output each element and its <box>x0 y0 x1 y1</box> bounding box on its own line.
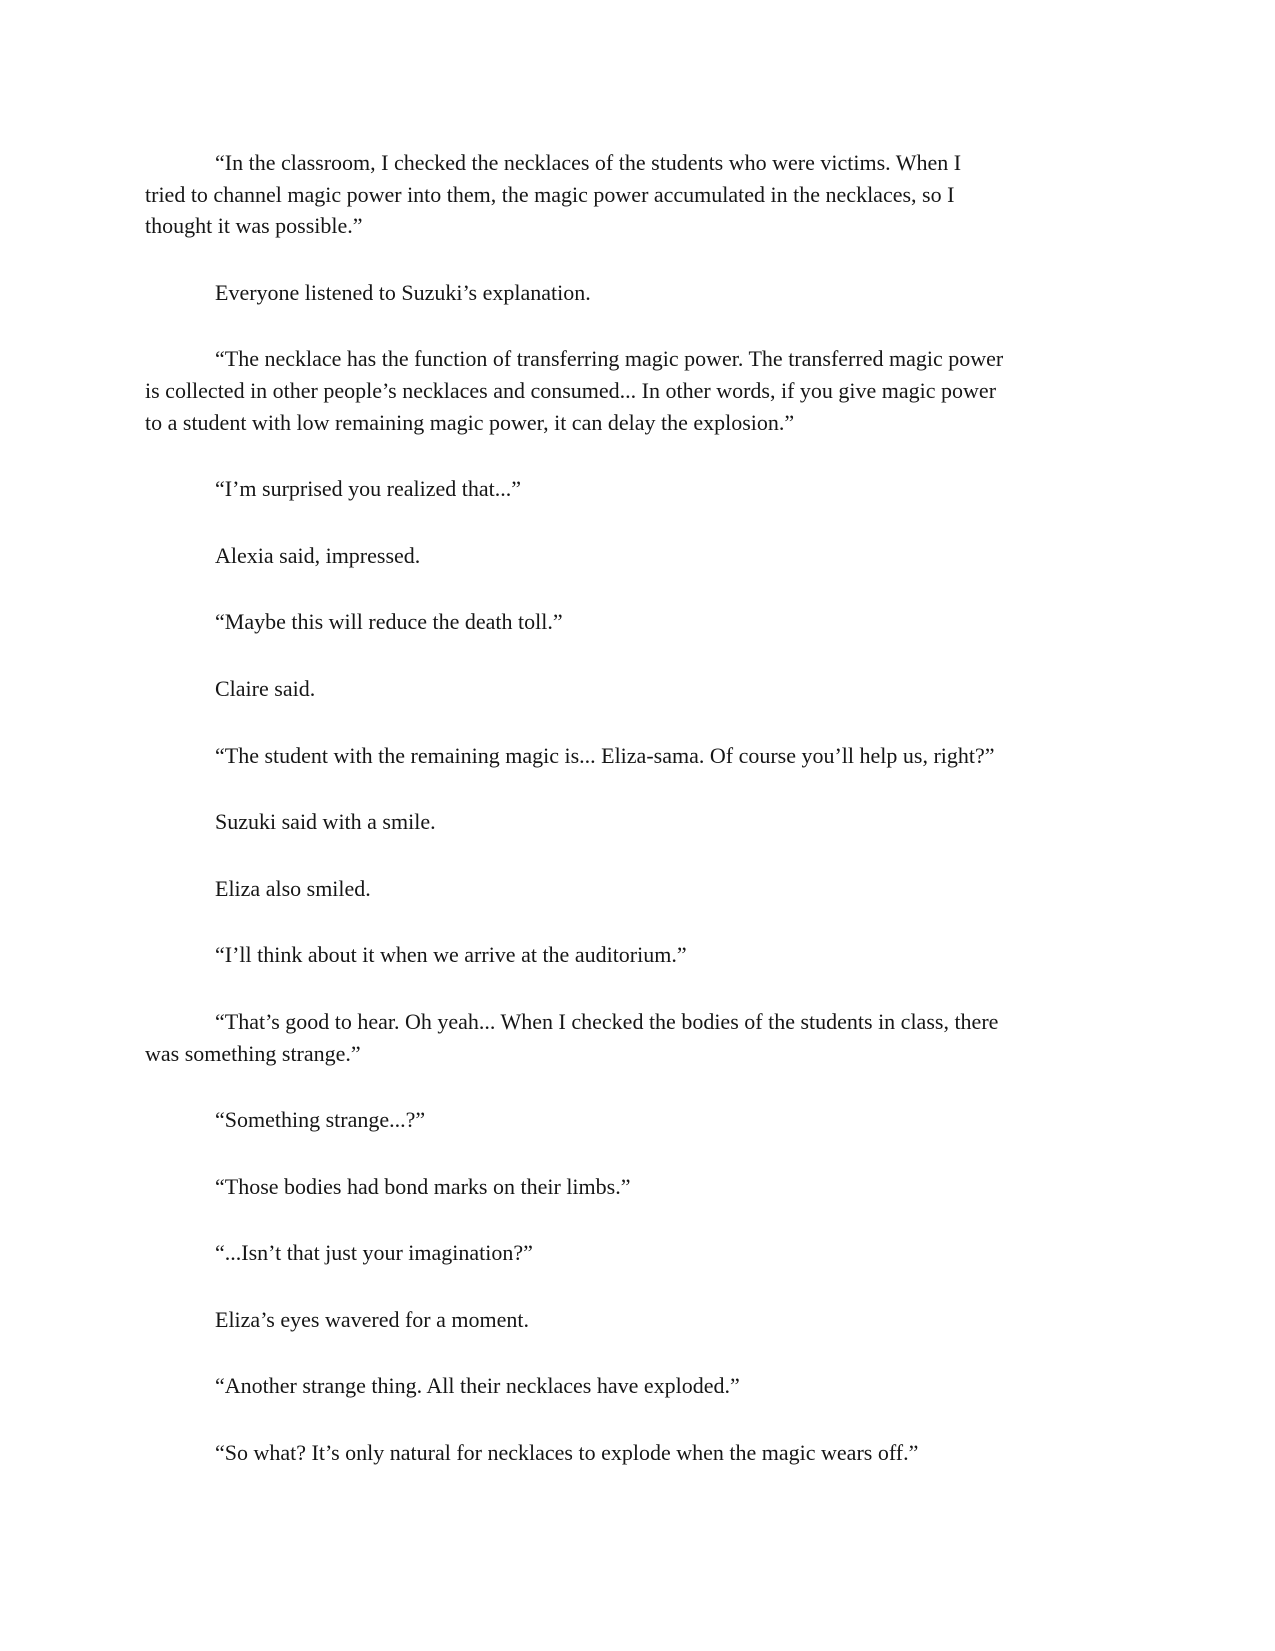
paragraph <box>145 806 1135 838</box>
paragraph <box>145 1171 1135 1203</box>
text-line: “The necklace has the function of transferring magic power. The transferred magic power <box>215 346 1004 372</box>
paragraph <box>145 1237 1135 1269</box>
text-line: to a student with low remaining magic power, it can delay the explosion.” <box>145 409 795 435</box>
paragraph <box>145 740 1135 772</box>
text-line: “I’m surprised you realized that...” <box>215 476 522 502</box>
text-line: “The student with the remaining magic is... Eliza-sama. Of course you’ll help us, right?” <box>215 742 995 768</box>
text-line: “That’s good to hear. Oh yeah... When I checked the bodies of the students in class, there <box>215 1008 999 1034</box>
text-line: “In the classroom, I checked the necklaces of the students who were victims. When I <box>215 150 962 175</box>
text-line: “So what? It’s only natural for necklaces to explode when the magic wears off.” <box>215 1440 919 1466</box>
paragraph <box>145 873 1135 905</box>
text-line: “...Isn’t that just your imagination?” <box>215 1240 533 1266</box>
text-line: is collected in other people’s necklaces and consumed... In other words, if you give magic power <box>145 377 997 403</box>
paragraph <box>145 1370 1135 1402</box>
paragraph <box>145 1006 1135 1069</box>
paragraph <box>145 673 1135 705</box>
text-line: Suzuki said with a smile. <box>215 809 436 835</box>
text-line: Eliza’s eyes wavered for a moment. <box>215 1306 529 1332</box>
text-line: Claire said. <box>215 675 316 701</box>
text-line: Alexia said, impressed. <box>215 542 421 568</box>
paragraph <box>145 1304 1135 1336</box>
paragraph <box>145 343 1135 438</box>
text-block <box>145 147 1135 1469</box>
text-line: thought it was possible.” <box>145 213 363 239</box>
paragraph <box>145 540 1135 572</box>
text-line: “Those bodies had bond marks on their limbs.” <box>215 1173 631 1199</box>
paragraph <box>145 939 1135 971</box>
text-line: was something strange.” <box>145 1040 361 1066</box>
text-line: “I’ll think about it when we arrive at the auditorium.” <box>215 942 687 968</box>
text-line: Everyone listened to Suzuki’s explanation. <box>215 279 591 305</box>
paragraph <box>145 606 1135 638</box>
paragraph <box>145 277 1135 309</box>
text-line: “Something strange...?” <box>215 1107 426 1133</box>
text-line: tried to channel magic power into them, the magic power accumulated in the necklaces, so I <box>145 181 955 207</box>
text-line: Eliza also smiled. <box>215 875 371 901</box>
paragraph <box>145 1104 1135 1136</box>
paragraph <box>145 1437 1135 1469</box>
paragraph <box>145 147 1135 242</box>
text-line: “Another strange thing. All their necklaces have exploded.” <box>215 1373 740 1399</box>
text-line: “Maybe this will reduce the death toll.” <box>215 609 563 635</box>
paragraph <box>145 473 1135 505</box>
